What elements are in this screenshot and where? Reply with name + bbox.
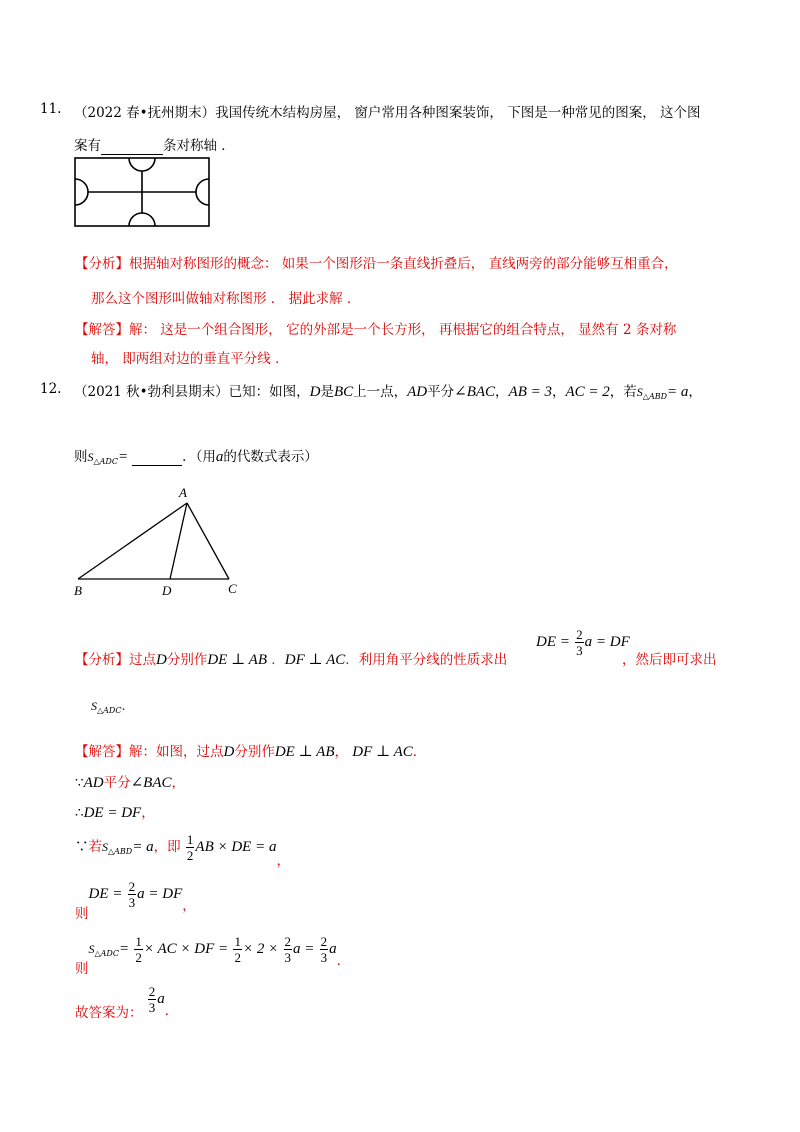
vertex-label-c: C [228,581,237,596]
q12-step-because: ∵AD平分∠BAC， [75,775,185,791]
q12-answer-tag: 【解答】 [75,744,129,760]
q11-source: （2022 春•抚州期末） [74,105,216,121]
q12-line1: （2021 秋•勃利县期末）已知：如图，D是BC上一点，AD平分∠BAC，AB = 3，AC = 2，若$S_{\triangle ABD}= a$， [74,384,702,401]
q12-analysis-line1: 【分析】过点D分别作DE ⊥ AB ．DF ⊥ AC．利用角平分线的性质求出 [75,652,508,668]
q11-line2: 案有 条对称轴 ． [74,138,235,154]
q11-answer-line1: 【解答】解： 这是一个组合图形， 它的外部是一个长方形， 再根据它的组合特点， 显然有 2 条对称 [75,322,677,338]
fraction-two-thirds: $\frac{2}{3}$ [576,627,583,658]
q12-number: 12. [40,381,62,397]
q12-answer-line1: 【解答】解：如图，过点D分别作DE ⊥ AB， DF ⊥ AC． [75,744,427,760]
q11-analysis-line1: 【分析】根据轴对称图形的概念： 如果一个图形沿一条直线折叠后， 直线两旁的部分能够互相重合， [75,256,678,272]
q12-step-if: ∵若$S_{\triangle ABD}= a$，即 $\frac{1}{2}$ AB × DE = a， [75,832,290,869]
q11-answer-blank[interactable] [101,138,163,155]
q12-analysis-line2: $S_{\triangle ADC}$． [91,698,135,715]
triangle-figure [66,482,256,602]
q12-step-area: 则$S_{\triangle ADC}=$ $\frac{1}{2}$ × AC × DF = $\frac{1}{2}$ × 2 × $\frac{2}{3}$ a = $\frac{2}{3}$ a． [75,934,351,977]
vertex-label-d: D [162,583,172,598]
q11-answer-line2: 轴， 即两组对边的垂直平分线 ． [91,351,289,367]
q11-analysis-tag: 【分析】 [75,256,129,272]
vertex-label-a: A [179,485,187,500]
q12-analysis-tag: 【分析】 [75,652,129,668]
q12-answer-blank[interactable] [132,449,182,466]
q11-line1 [74,101,701,121]
q12-step-then-de: 则DE = $\frac{2}{3}$ a = DF， [75,879,196,922]
q12-line2: 则$S_{\triangle ADC}=$ ．（用a的代数式表示） [74,449,318,466]
q12-final-answer: 故答案为： $\frac{2}{3}$ a． [75,984,179,1021]
q12-analysis-formula: DE = $\frac{2}{3}$ a = DF [536,627,630,658]
q12-step-therefore: ∴DE = DF， [75,805,155,821]
q11-analysis-line2: 那么这个图形叫做轴对称图形 ． 据此求解 ． [91,291,361,307]
vertex-label-b: B [74,583,82,598]
q12-source: （2021 秋•勃利县期末） [74,384,229,400]
window-pattern-figure [74,157,210,227]
q11-number: 11. [40,101,62,117]
q11-answer-tag: 【解答】 [75,322,129,338]
q11-stem: 我国传统木结构房屋， 窗户常用各种图案装饰， 下图是一种常见的图案， 这个图 [215,105,701,121]
q12-analysis-tail: ，然后即可求出 [622,652,717,668]
